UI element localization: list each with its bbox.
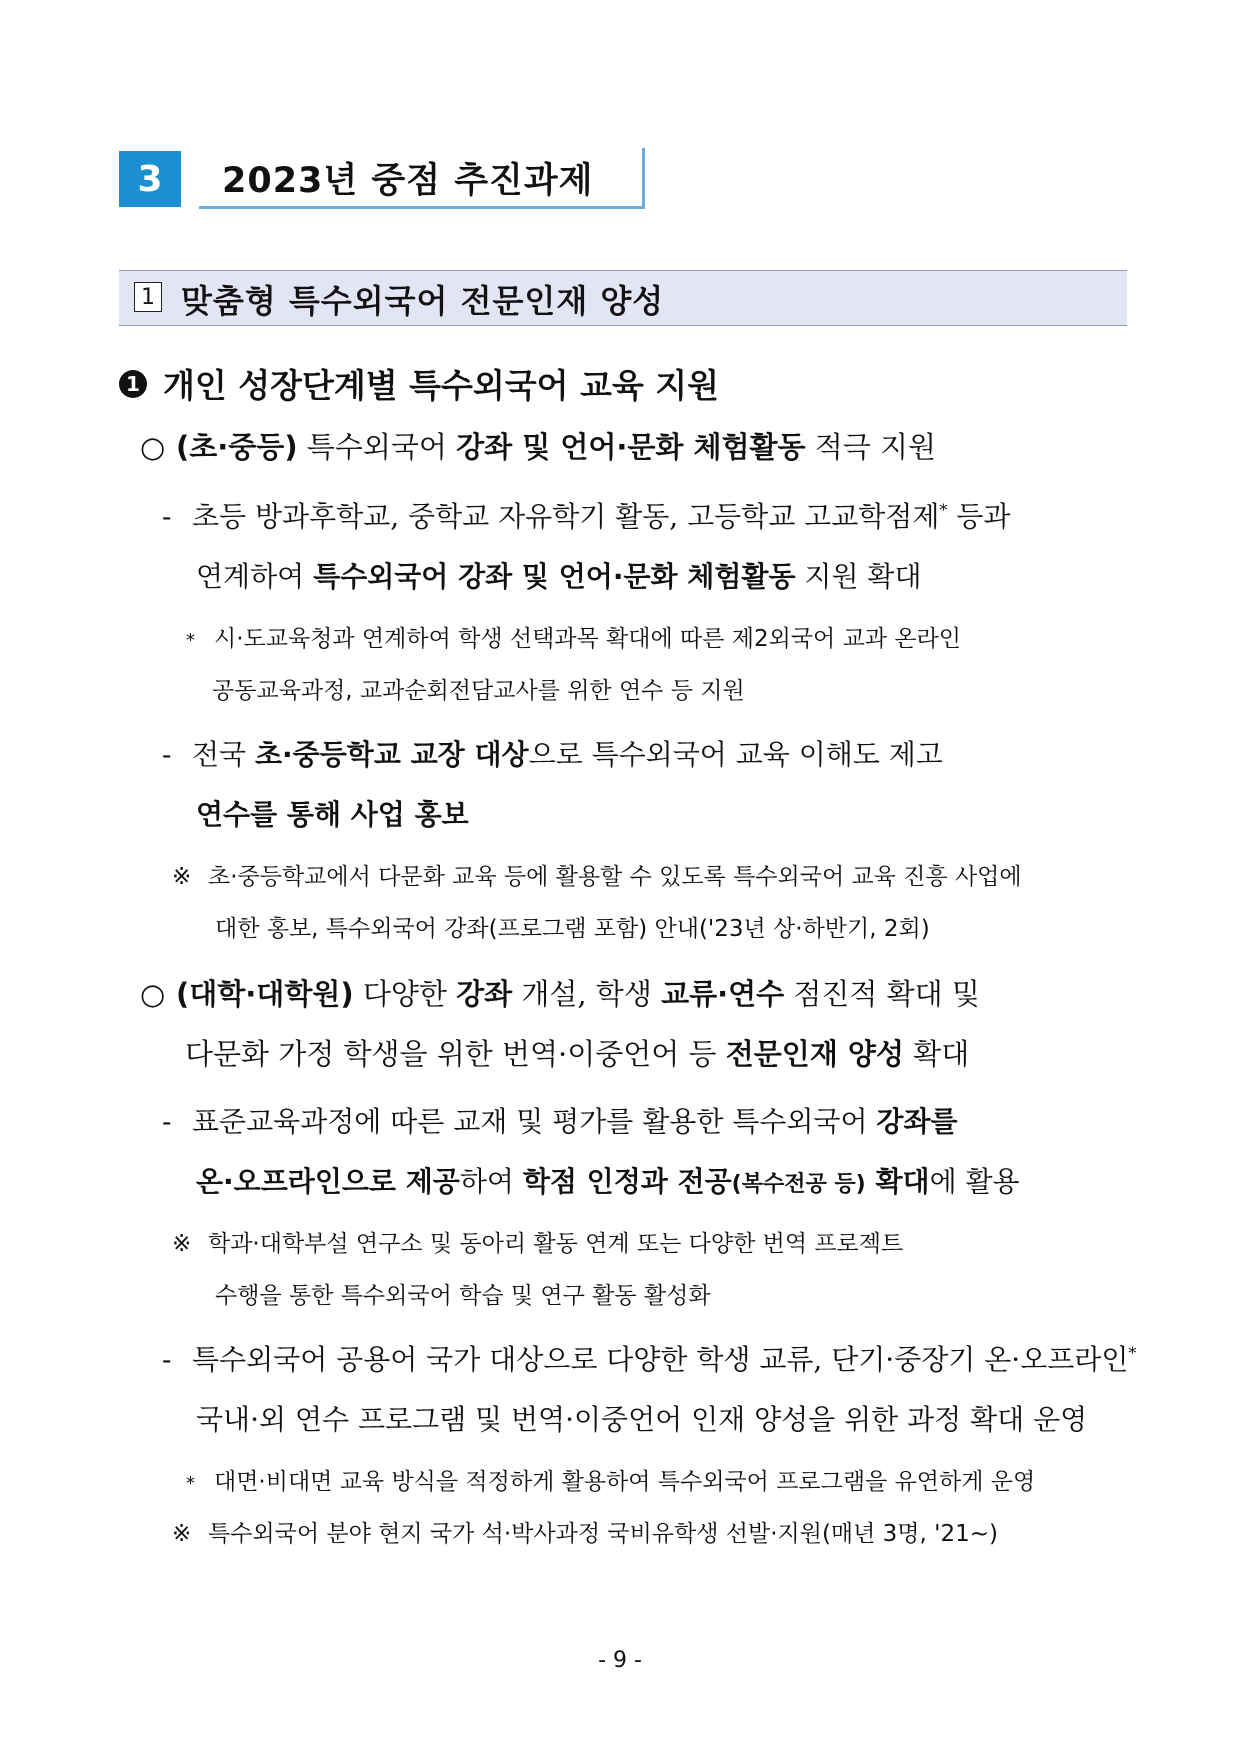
reference-mark-icon: ※ [172,864,192,890]
page-number: - 9 - [598,1648,642,1673]
dash-emphasis: 초·중등학교 교장 대상 [255,738,529,771]
bullet-label: (대학·대학원) [176,977,354,1011]
subsection-title: 맞춤형 특수외국어 전문인재 양성 [181,282,665,320]
dash-text: 표준교육과정에 따른 교재 및 평가를 활용한 특수외국어 [192,1105,877,1138]
dash-text: 지원 확대 [795,560,922,593]
section-title: 2023년 중점 추진과제 [222,161,594,201]
dash-text: 하여 [459,1165,523,1198]
footnote-mark: * [939,500,948,520]
bullet-text: 다양한 [353,977,457,1011]
note-item-cont: 공동교육과정, 교과순회전담교사를 위한 연수 등 지원 [212,678,745,704]
dash-emphasis: 확대 [865,1165,930,1198]
dash-emphasis: 특수외국어 강좌 및 언어·문화 체험활동 [313,560,796,593]
dash-text: 으로 특수외국어 교육 이해도 제고 [528,738,943,771]
reference-item-cont: 수행을 통한 특수외국어 학습 및 연구 활동 활성화 [215,1283,711,1309]
reference-text: 학과·대학부설 연구소 및 동아리 활동 연계 또는 다양한 번역 프로젝트 [208,1231,904,1257]
dash-item-exchange-cont: 국내·외 연수 프로그램 및 번역·이중언어 인재 양성을 위한 과정 확대 운영 [196,1403,1088,1436]
dash-text: 에 활용 [929,1165,1020,1198]
asterisk-marker: * [186,1473,195,1494]
dash-text: 등과 [947,500,1011,533]
dash-text: 전국 [192,738,255,771]
reference-text: 특수외국어 분야 현지 국가 석·박사과정 국비유학생 선발·지원(매년 3명, '21~) [208,1521,998,1547]
reference-item-cont: 대한 홍보, 특수외국어 강좌(프로그램 포함) 안내('23년 상·하반기, 2회) [215,916,930,942]
dash-item-curriculum-cont [196,1160,1020,1200]
subsection-number: 1 [134,282,162,312]
bullet-university [140,972,980,1013]
circle-bullet-icon: ○ [140,430,166,464]
dash-emphasis: 강좌를 [876,1105,958,1138]
filled-circle-number-icon: 1 [119,370,147,398]
dash-text: 연계하여 [196,560,314,593]
note-text: 대면·비대면 교육 방식을 적정하게 활용하여 특수외국어 프로그램을 유연하게 운영 [214,1469,1036,1495]
bullet-text: 적극 지원 [805,430,937,464]
bullet-text: 확대 [903,1037,970,1071]
bullet-elementary [140,425,936,466]
bullet-text: 개설, 학생 [512,977,662,1011]
bullet-text: 다문화 가정 학생을 위한 번역·이중언어 등 [185,1037,726,1071]
bullet-text: 특수외국어 [297,430,457,464]
note-item [186,620,961,653]
reference-mark-icon: ※ [172,1231,192,1257]
dash-item-curriculum [162,1100,958,1140]
note-text: 시·도교육청과 연계하여 학생 선택과목 확대에 따른 제2외국어 교과 온라인 [214,626,961,652]
reference-item [172,858,1022,891]
bullet-emphasis: 교류·연수 [661,977,785,1011]
bullet-emphasis: 전문인재 양성 [725,1037,904,1071]
dash-emphasis-small: (복수전공 등) [731,1172,866,1197]
note-item [186,1463,1035,1496]
dash-text: 특수외국어 공용어 국가 대상으로 다양한 학생 교류, 단기·중장기 온·오프라인 [192,1343,1129,1376]
dash-item-afterschool [162,495,1010,535]
asterisk-marker: * [186,630,195,651]
dash-marker: - [162,500,172,533]
bullet-emphasis: 강좌 [456,977,513,1011]
dash-marker: - [162,738,172,771]
reference-item [172,1515,998,1548]
dash-item-principals [162,733,943,773]
circle-bullet-icon: ○ [140,977,166,1011]
point-heading [119,360,719,407]
bullet-university-cont [185,1032,969,1073]
section-number: 3 [119,151,181,207]
reference-item [172,1225,903,1258]
dash-emphasis: 학점 인정과 전공 [522,1165,732,1198]
dash-item-exchange [162,1338,1136,1378]
dash-marker: - [162,1343,172,1376]
dash-text: 초등 방과후학교, 중학교 자유학기 활동, 고등학교 고교학점제 [192,500,940,533]
footnote-mark: * [1128,1343,1137,1363]
point-title: 개인 성장단계별 특수외국어 교육 지원 [163,366,720,405]
dash-marker: - [162,1105,172,1138]
reference-mark-icon: ※ [172,1521,192,1547]
bullet-label: (초·중등) [176,430,298,464]
dash-item-principals-cont: 연수를 통해 사업 홍보 [196,798,469,831]
dash-emphasis: 온·오프라인으로 제공 [196,1165,460,1198]
bullet-emphasis: 강좌 및 언어·문화 체험활동 [456,430,806,464]
reference-text: 초·중등학교에서 다문화 교육 등에 활용할 수 있도록 특수외국어 교육 진흥 사업에 [208,864,1022,890]
bullet-text: 점진적 확대 및 [784,977,980,1011]
dash-item-afterschool-cont [196,555,922,595]
